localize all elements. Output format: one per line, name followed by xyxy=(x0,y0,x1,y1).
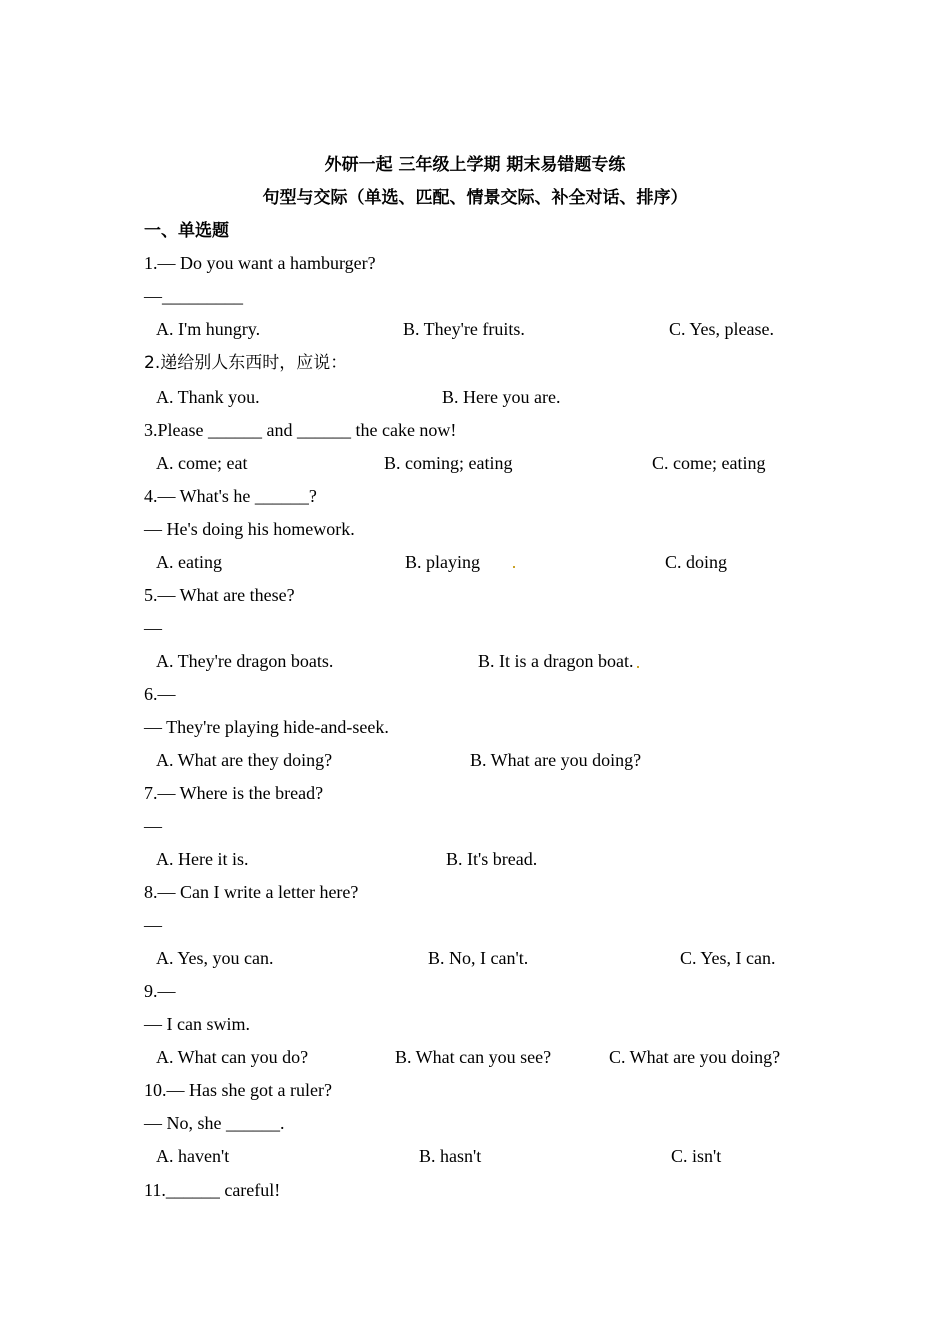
question-3-option-a: A. come; eat xyxy=(156,453,248,473)
question-4-option-c: C. doing xyxy=(665,552,728,572)
question-9-option-a: A. What can you do? xyxy=(156,1047,309,1067)
question-7-answer-line: — xyxy=(144,816,162,836)
question-9-stem: 9.— xyxy=(144,981,176,1001)
question-1-answer-line: —_________ xyxy=(144,286,243,306)
question-4-option-a: A. eating xyxy=(156,552,222,572)
question-1-option-c: C. Yes, please. xyxy=(669,319,775,339)
question-7-stem: 7.— Where is the bread? xyxy=(144,783,324,803)
stray-mark xyxy=(637,666,639,668)
question-3-stem: 3.Please ______ and ______ the cake now! xyxy=(144,420,457,440)
question-8-answer-line: — xyxy=(144,915,162,935)
question-5-option-b: B. It is a dragon boat. xyxy=(478,651,634,671)
question-2-stem: 2.递给别人东西时，应说： xyxy=(144,353,348,373)
question-6-stem: 6.— xyxy=(144,684,176,704)
question-7-option-b: B. It's bread. xyxy=(446,849,538,869)
question-5-answer-line: — xyxy=(144,618,162,638)
question-10-stem: 10.— Has she got a ruler? xyxy=(144,1080,332,1100)
question-9-option-c: C. What are you doing? xyxy=(609,1047,781,1067)
question-4-reply: — He's doing his homework. xyxy=(144,519,355,539)
worksheet-subtitle: 句型与交际（单选、匹配、情景交际、补全对话、排序） xyxy=(262,188,688,208)
question-8-stem: 8.— Can I write a letter here? xyxy=(144,882,359,902)
question-3-option-b: B. coming; eating xyxy=(384,453,513,473)
question-6-option-b: B. What are you doing? xyxy=(470,750,642,770)
question-5-option-a: A. They're dragon boats. xyxy=(156,651,334,671)
question-6-reply: — They're playing hide-and-seek. xyxy=(144,717,389,737)
section-heading: 一、单选题 xyxy=(144,221,229,241)
question-6-option-a: A. What are they doing? xyxy=(156,750,333,770)
question-1-option-a: A. I'm hungry. xyxy=(156,319,261,339)
question-8-option-a: A. Yes, you can. xyxy=(156,948,274,968)
question-4-stem: 4.— What's he ______? xyxy=(144,486,317,506)
question-7-option-a: A. Here it is. xyxy=(156,849,249,869)
question-10-option-b: B. hasn't xyxy=(419,1146,482,1166)
question-1-stem: 1.— Do you want a hamburger? xyxy=(144,253,376,273)
question-11-stem: 11.______ careful! xyxy=(144,1180,281,1200)
question-4-option-b: B. playing xyxy=(405,552,480,572)
question-2-option-a: A. Thank you. xyxy=(156,387,260,407)
question-9-option-b: B. What can you see? xyxy=(395,1047,552,1067)
worksheet-title: 外研一起 三年级上学期 期末易错题专练 xyxy=(324,155,626,175)
question-9-reply: — I can swim. xyxy=(144,1014,250,1034)
question-2-option-b: B. Here you are. xyxy=(442,387,561,407)
question-10-reply: — No, she ______. xyxy=(144,1113,285,1133)
stray-mark xyxy=(513,566,515,568)
question-10-option-a: A. haven't xyxy=(156,1146,230,1166)
question-8-option-b: B. No, I can't. xyxy=(428,948,529,968)
question-10-option-c: C. isn't xyxy=(671,1146,722,1166)
question-1-option-b: B. They're fruits. xyxy=(403,319,525,339)
question-3-option-c: C. come; eating xyxy=(652,453,766,473)
question-8-option-c: C. Yes, I can. xyxy=(680,948,776,968)
question-5-stem: 5.— What are these? xyxy=(144,585,295,605)
